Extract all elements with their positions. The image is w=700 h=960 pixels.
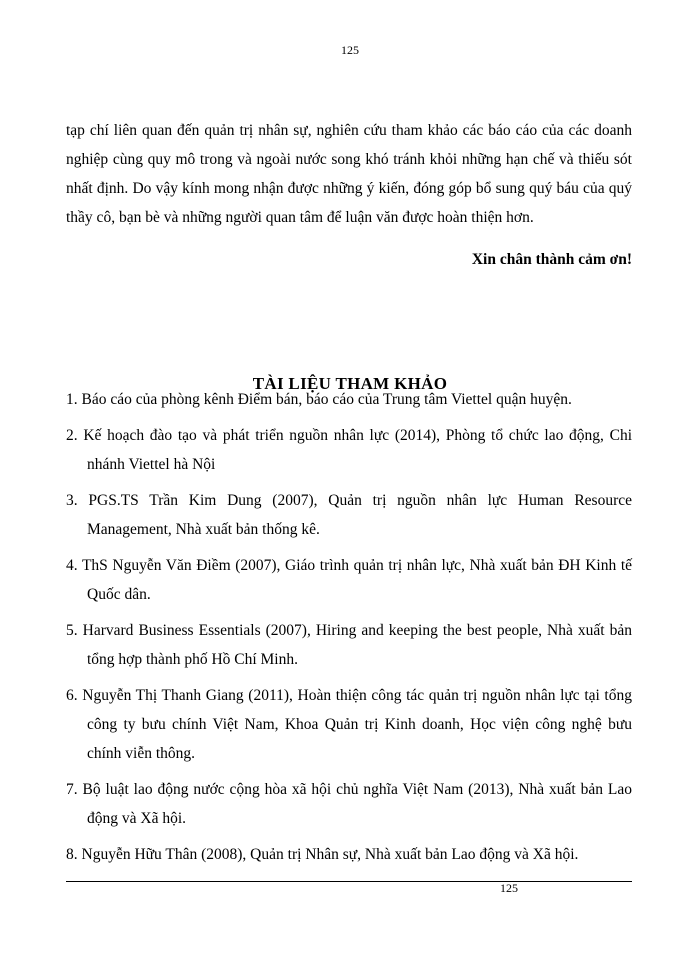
reference-item-4: 4. ThS Nguyễn Văn Điềm (2007), Giáo trình quản trị nhân lực, Nhà xuất bản ĐH Kinh tế Quốc dân.	[66, 557, 632, 603]
reference-item-5: 5. Harvard Business Essentials (2007), Hiring and keeping the best people, Nhà xuất bản tổng hợp thành phố Hồ Chí Minh.	[66, 622, 632, 668]
references-heading: TÀI LIỆU THAM KHẢO	[252, 374, 448, 393]
footer-divider	[66, 881, 632, 882]
page-number-bottom: 125	[500, 881, 518, 895]
references-list	[66, 385, 632, 869]
closing-thanks: Xin chân thành cảm ơn!	[471, 251, 632, 268]
reference-item-1: 1. Báo cáo của phòng kênh Điểm bán, báo cáo của Trung tâm Viettel quận huyện.	[66, 391, 572, 408]
continuation-paragraph: tạp chí liên quan đến quản trị nhân sự, nghiên cứu tham khảo các báo cáo của các doanh nghiệp cùng quy mô trong và ngoài nước song khó tránh khỏi những hạn chế và thiếu sót nhất định. Do vậy kính mong nhận được những ý kiến, đóng góp bổ sung quý báu của quý thầy cô, bạn bè và những người quan tâm để luận văn được hoàn thiện hơn.	[66, 122, 632, 226]
page-number-top: 125	[341, 43, 359, 57]
reference-item-3: 3. PGS.TS Trần Kim Dung (2007), Quản trị nguồn nhân lực Human Resource Management, Nhà xuất bản thống kê.	[66, 492, 632, 538]
reference-item-7: 7. Bộ luật lao động nước cộng hòa xã hội chủ nghĩa Việt Nam (2013), Nhà xuất bản Lao động và Xã hội.	[66, 781, 632, 827]
reference-item-8: 8. Nguyễn Hữu Thân (2008), Quản trị Nhân sự, Nhà xuất bản Lao động và Xã hội.	[66, 846, 579, 863]
reference-item-2: 2. Kế hoạch đào tạo và phát triển nguồn nhân lực (2014), Phòng tổ chức lao động, Chi nhánh Viettel hà Nội	[66, 427, 632, 473]
reference-item-6: 6. Nguyễn Thị Thanh Giang (2011), Hoàn thiện công tác quản trị nguồn nhân lực tại tổng công ty bưu chính Việt Nam, Khoa Quản trị Kinh doanh, Học viện công nghệ bưu chính viễn thông.	[66, 687, 632, 762]
